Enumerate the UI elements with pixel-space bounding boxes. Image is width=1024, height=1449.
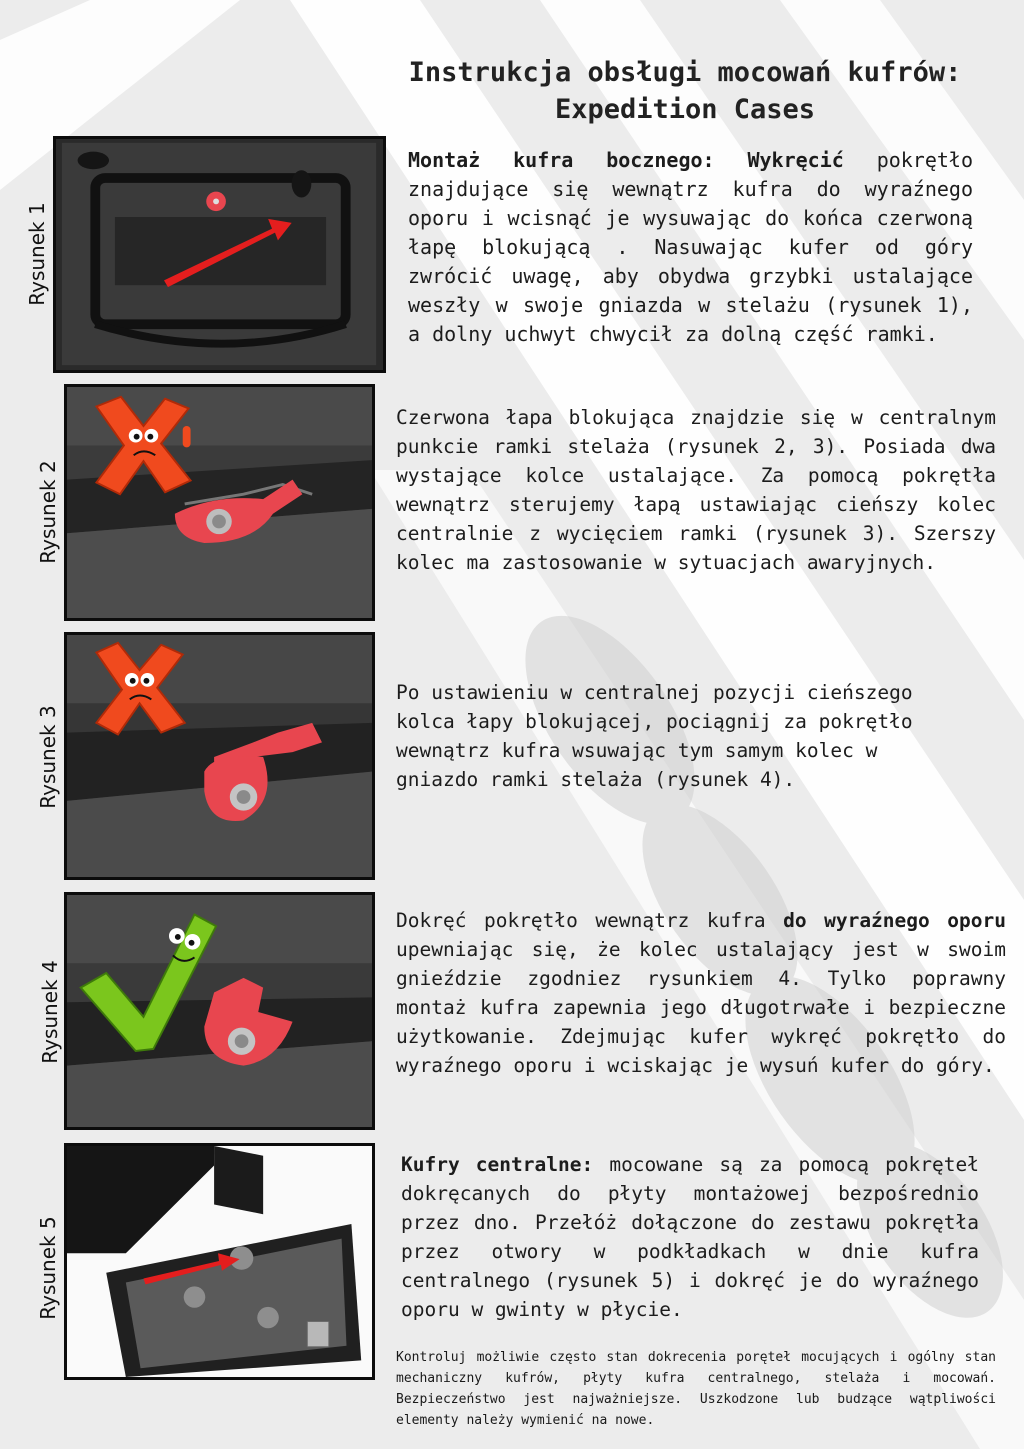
photo-figure-4 bbox=[64, 892, 375, 1130]
section-side-case-keyword: Wykręcić bbox=[747, 148, 844, 172]
section-tighten-knob bbox=[396, 906, 1006, 1080]
section-side-case-text: pokrętło znajdujące się wewnątrz kufra do wyraźnego oporu i wcisnąć je wysuwając do końca czerwoną łapę blokującą . Nasuwając kufer od góry zwrócić uwagę, aby obydwa grzybki ustalające weszły w swoje gniazda w stelażu (rysunek 1), a dolny uchwyt chwycił za dolną część ramki. bbox=[408, 148, 974, 346]
section-pull-knob bbox=[396, 678, 936, 794]
section-central-case-heading: Kufry centralne: bbox=[401, 1153, 594, 1176]
figure-label-5: Rysunek 5 bbox=[36, 1216, 60, 1320]
section-pull-knob-text: Po ustawieniu w centralnej pozycji cieńszego kolca łapy blokującej, pociągnij za pokrętło wewnątrz kufra wsuwając tym samym kolec w gniazdo ramki stelaża (rysunek 4). bbox=[396, 681, 913, 791]
photo-figure-5 bbox=[64, 1143, 375, 1380]
section-tighten-knob-bold: do wyraźnego oporu bbox=[783, 909, 1006, 932]
section-lock-position-text: Czerwona łapa blokująca znajdzie się w centralnym punkcie ramki stelaża (rysunek 2, 3). Posiada dwa wystające kolce ustalające. Za pomocą pokrętła wewnątrz sterujemy łapą ustawiając cieńszy kolec centralnie z wycięciem ramki (rysunek 3). Szerszy kolec ma zastosowanie w sytuacjach awaryjnych. bbox=[396, 406, 996, 574]
section-tighten-knob-text2: upewniając się, że kolec ustalający jest w swoim gnieździe zgodniez rysunkiem 4. Tylko poprawny montaż kufra zapewnia jego długotrwałe i bezpieczne użytkowanie. Zdejmując kufer wykręć pokrętło do wyraźnego oporu i wciskając je wysuń kufer do góry. bbox=[396, 938, 1006, 1077]
photo-figure-3 bbox=[64, 632, 375, 880]
figure-label-2: Rysunek 2 bbox=[36, 460, 60, 564]
photo-figure-1 bbox=[53, 136, 386, 373]
page-title-line2: Expedition Cases bbox=[554, 94, 816, 125]
section-side-case-heading: Montaż kufra bocznego: bbox=[408, 148, 715, 172]
figure-label-1: Rysunek 1 bbox=[25, 202, 49, 306]
figure-label-4: Rysunek 4 bbox=[38, 960, 62, 1064]
figure-label-3: Rysunek 3 bbox=[36, 705, 60, 809]
section-side-case bbox=[408, 146, 973, 349]
section-central-case bbox=[401, 1150, 979, 1324]
page-title bbox=[390, 54, 980, 128]
section-central-case-text: mocowane są za pomocą pokręteł dokręcanych do płyty montażowej bezpośrednio przez dno. Przełóż dołączone do zestawu pokrętła przez otwory w podkładkach w dnie kufra centralnego (rysunek 5) i dokręć je do wyraźnego oporu w gwinty w płycie. bbox=[401, 1153, 979, 1321]
section-tighten-knob-text1: Dokręć pokrętło wewnątrz kufra bbox=[396, 909, 766, 932]
safety-footer-note: Kontroluj możliwie często stan dokrecenia poręteł mocujących i ogólny stan mechaniczny kufrów, płyty kufra centralnego, stelaża i mocowań. Bezpieczeństwo jest najważniejsze. Uszkodzone lub budzące wątpliwości elementy należy wymienić na nowe. bbox=[396, 1350, 996, 1428]
photo-figure-2 bbox=[64, 384, 375, 621]
section-lock-position bbox=[396, 403, 996, 577]
page-title-line1: Instrukcja obsługi mocowań kufrów: bbox=[408, 57, 962, 88]
